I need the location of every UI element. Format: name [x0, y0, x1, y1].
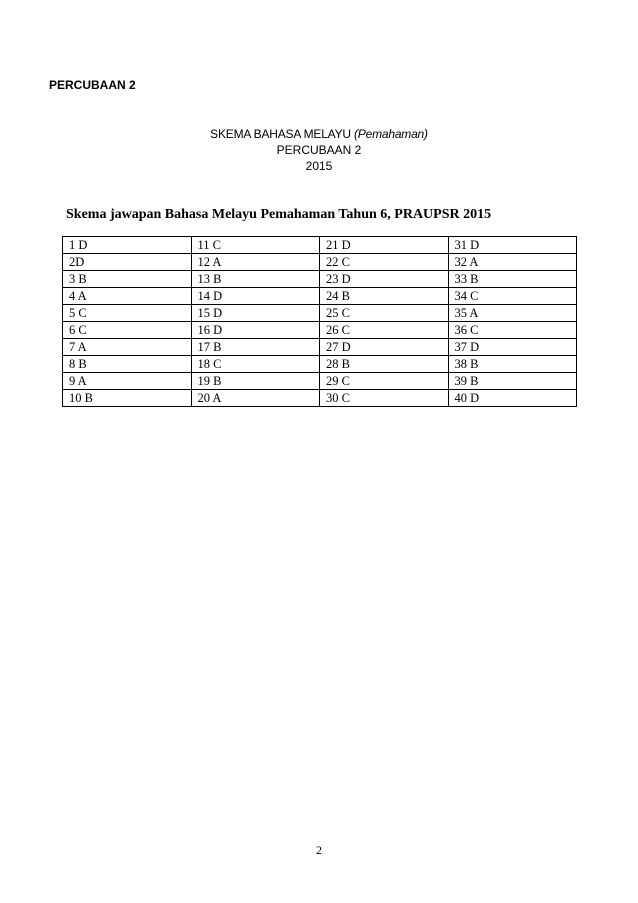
table-row	[63, 390, 577, 407]
answer-cell: 33 B	[448, 271, 577, 288]
answer-cell: 18 C	[191, 356, 320, 373]
answer-cell: 21 D	[320, 237, 449, 254]
table-row	[63, 271, 577, 288]
exam-name: PERCUBAAN 2	[276, 143, 362, 157]
answer-cell: 8 B	[63, 356, 192, 373]
answer-cell: 39 B	[448, 373, 577, 390]
page-number: 2	[316, 843, 322, 857]
answer-cell: 15 D	[191, 305, 320, 322]
answer-cell: 10 B	[63, 390, 192, 407]
table-row	[63, 237, 577, 254]
answer-cell: 34 C	[448, 288, 577, 305]
answer-cell: 31 D	[448, 237, 577, 254]
answer-cell: 29 C	[320, 373, 449, 390]
page-label: PERCUBAAN 2	[49, 78, 136, 92]
table-row	[63, 305, 577, 322]
answer-cell: 11 C	[191, 237, 320, 254]
scheme-title	[0, 126, 638, 142]
table-row	[63, 322, 577, 339]
answer-cell: 30 C	[320, 390, 449, 407]
exam-year: 2015	[305, 159, 333, 173]
answer-cell: 14 D	[191, 288, 320, 305]
answer-cell: 1 D	[63, 237, 192, 254]
answer-cell: 22 C	[320, 254, 449, 271]
answer-cell: 23 D	[320, 271, 449, 288]
answer-cell: 40 D	[448, 390, 577, 407]
answer-cell: 17 B	[191, 339, 320, 356]
answer-cell: 12 A	[191, 254, 320, 271]
table-row	[63, 339, 577, 356]
scheme-title-subject: (Pemahaman)	[354, 127, 428, 141]
answer-key-table	[62, 236, 577, 407]
answer-cell: 36 C	[448, 322, 577, 339]
answer-cell: 38 B	[448, 356, 577, 373]
document-header	[0, 126, 638, 174]
answer-cell: 2D	[63, 254, 192, 271]
table-row	[63, 373, 577, 390]
answer-cell: 32 A	[448, 254, 577, 271]
answer-cell: 26 C	[320, 322, 449, 339]
table-row	[63, 356, 577, 373]
answer-cell: 35 A	[448, 305, 577, 322]
scheme-title-main: SKEMA BAHASA MELAYU	[210, 127, 354, 141]
answer-cell: 37 D	[448, 339, 577, 356]
answer-cell: 19 B	[191, 373, 320, 390]
answer-key-body	[63, 237, 577, 407]
answer-cell: 24 B	[320, 288, 449, 305]
answer-cell: 6 C	[63, 322, 192, 339]
table-title: Skema jawapan Bahasa Melayu Pemahaman Tahun 6, PRAUPSR 2015	[66, 207, 492, 222]
answer-cell: 16 D	[191, 322, 320, 339]
answer-cell: 7 A	[63, 339, 192, 356]
answer-cell: 28 B	[320, 356, 449, 373]
answer-cell: 27 D	[320, 339, 449, 356]
answer-cell: 3 B	[63, 271, 192, 288]
answer-cell: 4 A	[63, 288, 192, 305]
answer-cell: 5 C	[63, 305, 192, 322]
answer-cell: 20 A	[191, 390, 320, 407]
answer-cell: 25 C	[320, 305, 449, 322]
table-row	[63, 254, 577, 271]
answer-cell: 13 B	[191, 271, 320, 288]
answer-cell: 9 A	[63, 373, 192, 390]
table-row	[63, 288, 577, 305]
